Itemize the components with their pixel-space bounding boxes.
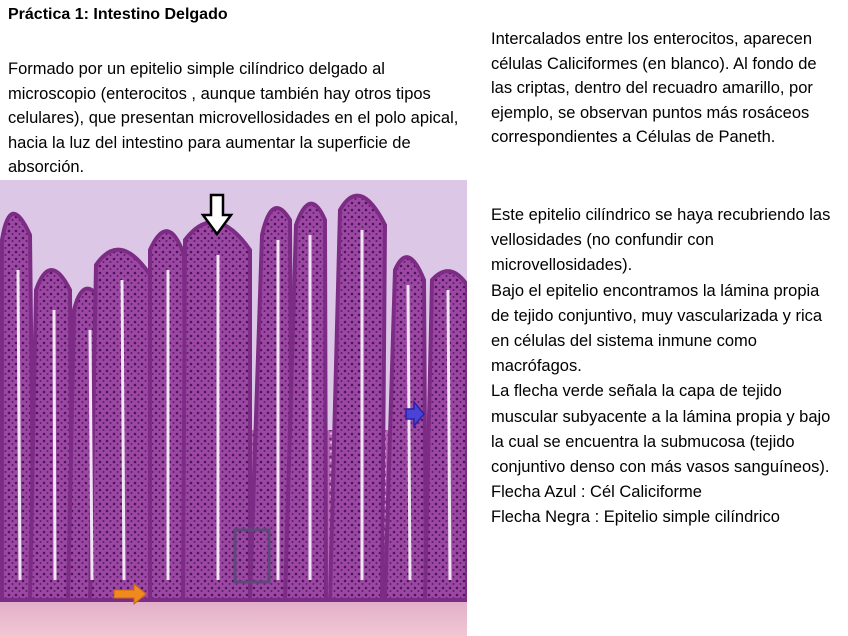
legend-blue-arrow: Flecha Azul : Cél Caliciforme <box>491 483 702 502</box>
muscle-layer-paragraph: La flecha verde señala la capa de tejido muscular subyacente a la lámina propia y bajo la cual se encuentra la submucosa (tejido conjuntivo denso con más vasos sanguíneos). <box>491 382 831 477</box>
lamina-propria-paragraph: Bajo el epitelio encontramos la lámina propia de tejido conjuntivo, muy vascularizada y rica en células del sistema inmune como macrófagos. <box>491 281 823 376</box>
goblet-paneth-paragraph: Intercalados entre los enterocitos, aparecen células Caliciformes (en blanco). Al fondo de las criptas, dentro del recuadro amarillo, por ejemplo, se observan puntos más rosáceos correspondientes a Células de Paneth. <box>491 30 817 146</box>
epithelium-description <box>491 203 836 531</box>
intro-paragraph: Formado por un epitelio simple cilíndrico delgado al microscopio (enterocitos , aunque también hay otros tipos celulares), que presentan microvellosidades en el polo apical, hacia la luz del intestino para aumentar la superficie de absorción. <box>8 60 459 176</box>
legend-black-arrow: Flecha Negra : Epitelio simple cilíndrico <box>491 508 780 527</box>
slide-title: Práctica 1: Intestino Delgado <box>8 6 228 23</box>
histology-micrograph <box>0 180 467 636</box>
villi-paragraph: Este epitelio cilíndrico se haya recubriendo las vellosidades (no confundir con microvellosidades). <box>491 206 831 275</box>
